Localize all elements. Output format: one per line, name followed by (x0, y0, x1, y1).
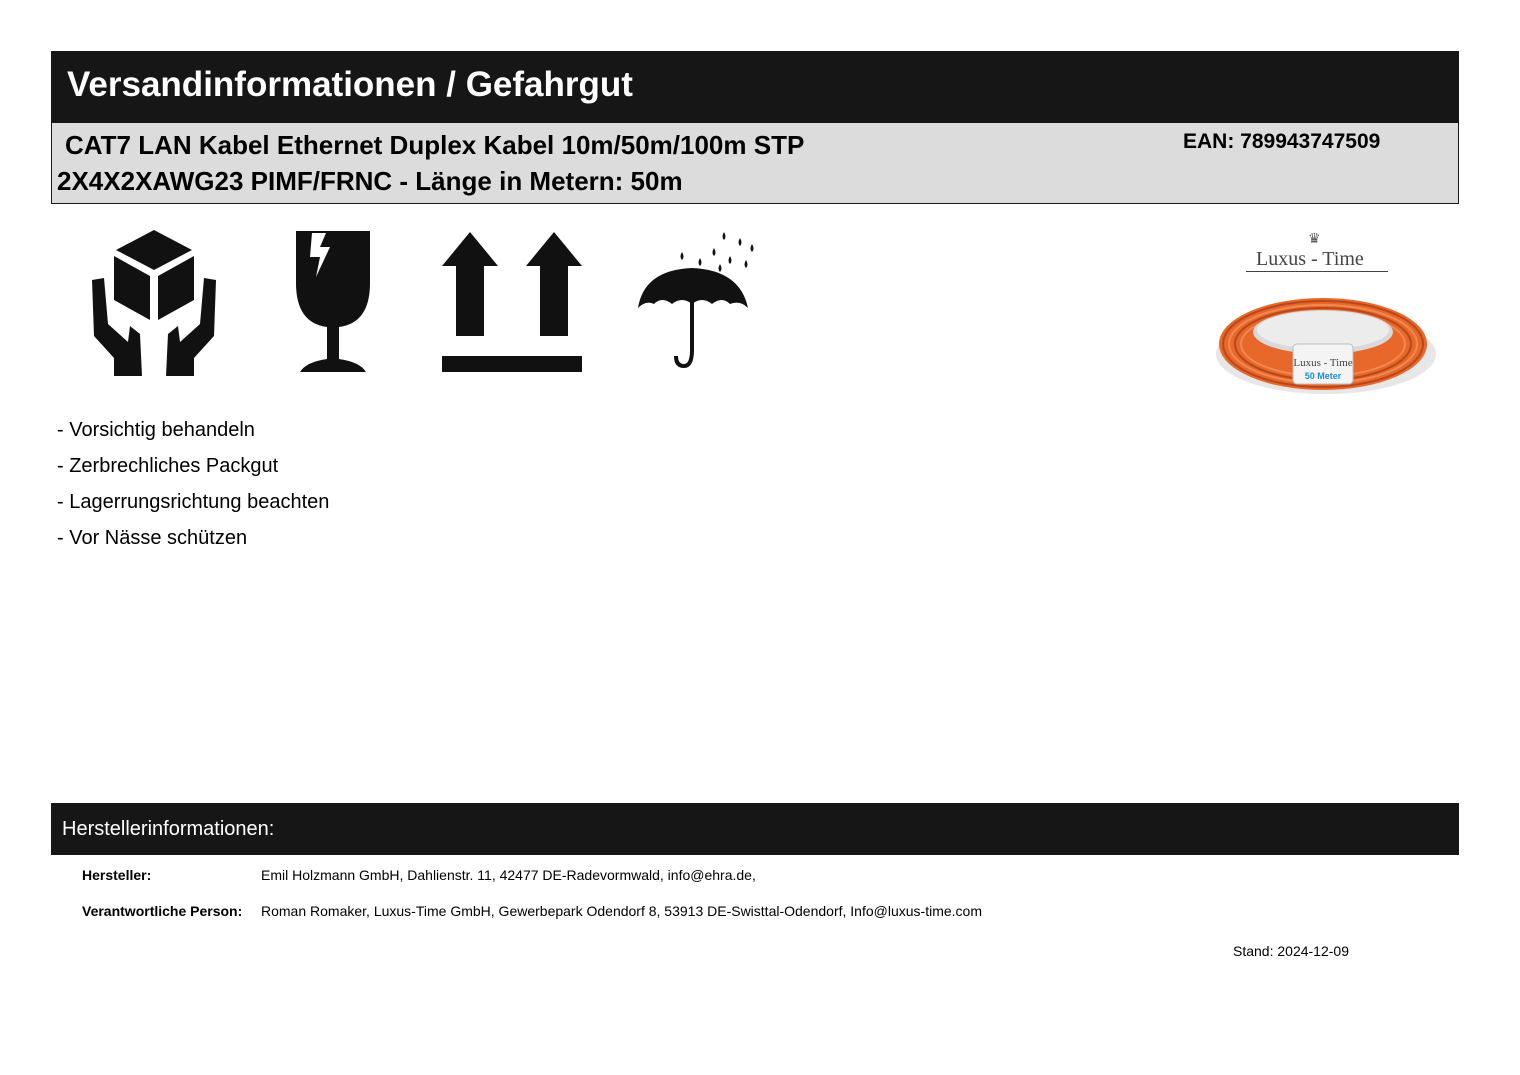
crown-icon: ♛ (1308, 230, 1321, 246)
manufacturer-label: Hersteller: (82, 867, 152, 883)
manufacturer-section-title: Herstellerinformationen: (62, 818, 275, 840)
fragile-glass-icon (294, 231, 372, 373)
brand-logo (1242, 228, 1392, 276)
logo-underline (1246, 271, 1388, 272)
manufacturer-value: Emil Holzmann GmbH, Dahlienstr. 11, 42477 DE-Radevormwald, info@ehra.de, (261, 867, 756, 883)
instruction-item: - Vor Nässe schützen (57, 527, 248, 549)
handling-instructions (57, 412, 329, 556)
this-way-up-icon (442, 232, 584, 374)
coil-label-brand: Luxus - Time (1293, 357, 1353, 369)
document-date: Stand: 2024-12-09 (1233, 943, 1349, 959)
cable-coil-image (1213, 292, 1439, 403)
coil-label-length: 50 Meter (1304, 371, 1342, 381)
title-bar (51, 51, 1459, 123)
responsible-person-value: Roman Romaker, Luxus-Time GmbH, Gewerbepark Odendorf 8, 53913 DE-Swisttal-Odendorf, Info@luxus-time.com (261, 903, 982, 919)
brand-name: Luxus - Time (1256, 248, 1364, 270)
instruction-item: - Zerbrechliches Packgut (57, 455, 279, 477)
handle-with-care-icon (90, 228, 218, 378)
product-info-bar (51, 123, 1459, 204)
page-title: Versandinformationen / Gefahrgut (67, 65, 633, 104)
keep-dry-umbrella-icon (636, 230, 756, 372)
product-name: CAT7 LAN Kabel Ethernet Duplex Kabel 10m/50m/100m STP (65, 130, 805, 160)
manufacturer-bar (51, 803, 1459, 855)
responsible-person-label: Verantwortliche Person: (82, 903, 243, 919)
ean-code: EAN: 789943747509 (1183, 130, 1381, 153)
instruction-item: - Lagerrungsrichtung beachten (57, 491, 330, 513)
product-spec: 2X4X2XAWG23 PIMF/FRNC - Länge in Metern: 50m (57, 166, 683, 196)
instruction-item: - Vorsichtig behandeln (57, 419, 255, 441)
